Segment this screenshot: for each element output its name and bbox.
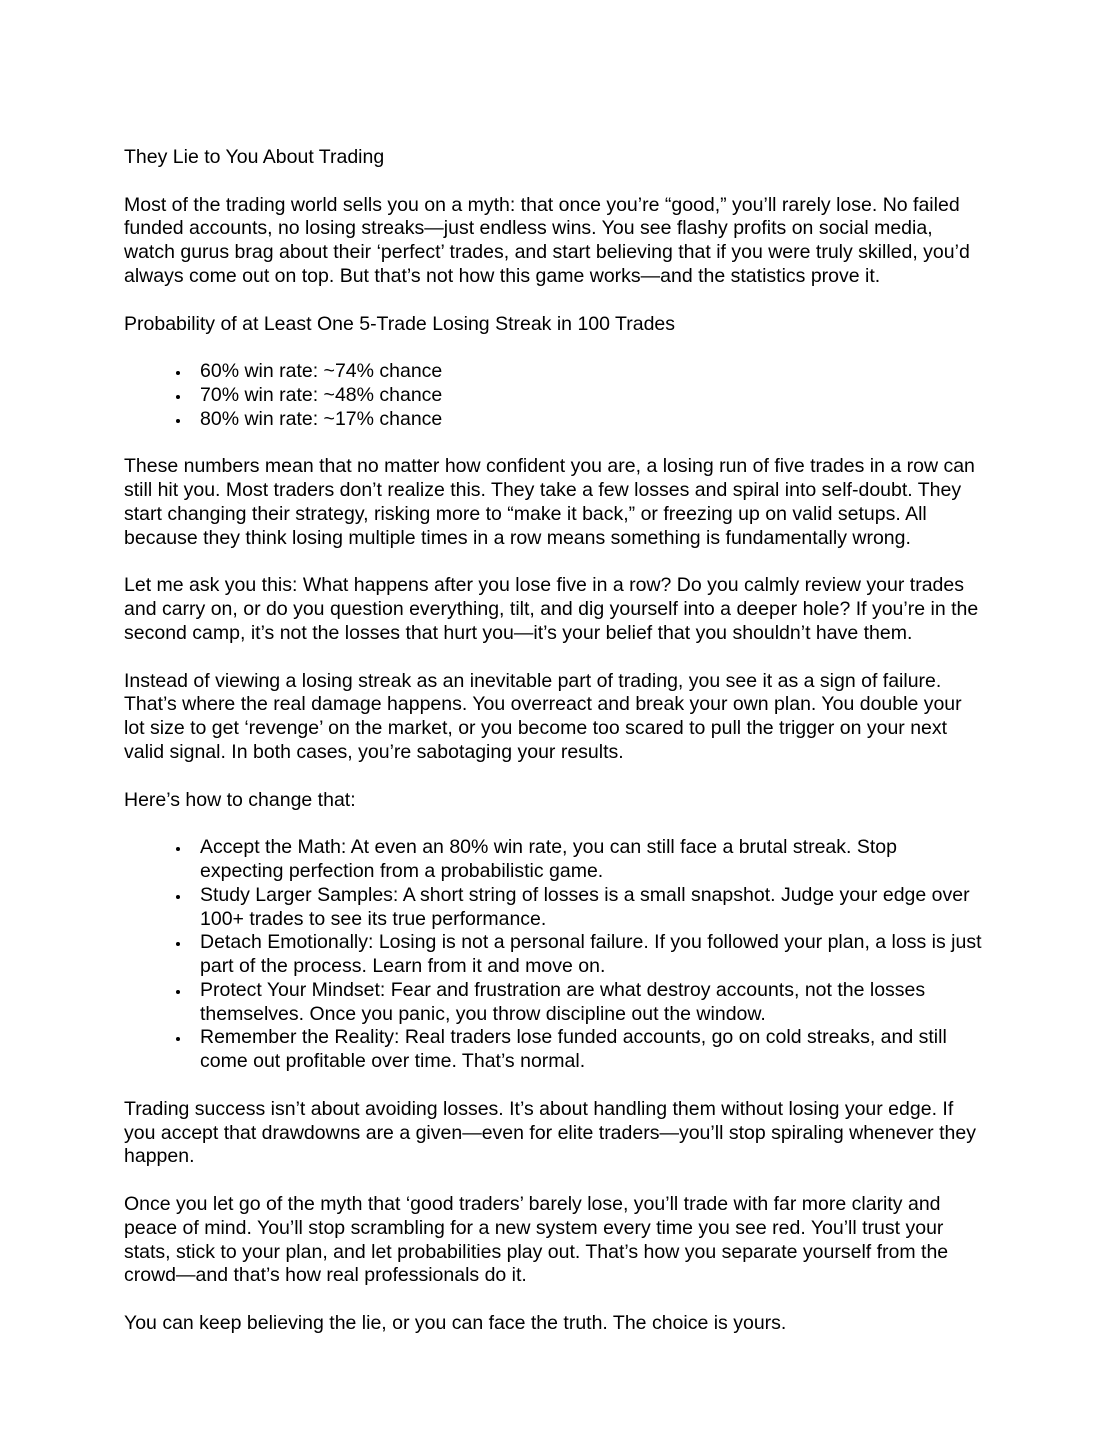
list-item: • Accept the Math: At even an 80% win rate, you can still face a brutal streak. Stop expecting perfection from a probabilistic game. [191,836,985,884]
document-title: They Lie to You About Trading [124,146,385,168]
advice-list [124,836,985,1074]
paragraph-instead-of: Instead of viewing a losing streak as an inevitable part of trading, you see it as a sign of failure. That’s where the real damage happens. You overreact and break your own plan. You double your lot size to get ‘revenge’ on the market, or you become too scared to pull the trigger on your next valid signal. In both cases, you’re sabotaging your results. [124,669,962,763]
list-item: • Remember the Reality: Real traders lose funded accounts, go on cold streaks, and still come out profitable over time. That’s normal. [191,1026,985,1074]
paragraph-choice: You can keep believing the lie, or you can face the truth. The choice is yours. [124,1312,787,1335]
paragraph-ask-you: Let me ask you this: What happens after you lose five in a row? Do you calmly review your trades and carry on, or do you question everything, tilt, and dig yourself into a deeper hole? If you’re in the second camp, it’s not the losses that hurt you—it’s your belief that you shouldn’t have them. [124,574,979,644]
stats-heading: Probability of at Least One 5-Trade Losing Streak in 100 Trades [124,312,676,335]
win-rate-list [124,360,985,431]
advice-intro: Here’s how to change that: [124,788,356,811]
paragraph-success: Trading success isn’t about avoiding losses. It’s about handling them without losing your edge. If you accept that drawdowns are a given—even for elite traders—you’ll stop spiraling whenever they happen. [124,1097,976,1168]
list-item: • 70% win rate: ~48% chance [191,384,985,408]
paragraph-intro: Most of the trading world sells you on a myth: that once you’re “good,” you’ll rarely lose. No failed funded accounts, no losing streaks—just endless wins. You see flashy profits on social media, watch gurus brag about their ‘perfect’ trades, and start believing that if you were truly skilled, you’d always come out on top. But that’s not how this game works—and the statistics prove it. [124,193,970,287]
paragraph-numbers-mean: These numbers mean that no matter how confident you are, a losing run of five trades in a row can still hit you. Most traders don’t realize this. They take a few losses and spiral into self-doubt. They start changing their strategy, risking more to “make it back,” or freezing up on valid setups. All because they think losing multiple times in a row means something is fundamentally wrong. [124,455,975,549]
list-item: • 80% win rate: ~17% chance [191,408,985,432]
paragraph-let-go: Once you let go of the myth that ‘good traders’ barely lose, you’ll trade with far more clarity and peace of mind. You’ll stop scrambling for a new system every time you see red. You’ll trust your stats, stick to your plan, and let probabilities play out. That’s how you separate yourself from the crowd—and that’s how real professionals do it. [124,1193,949,1287]
list-item: • Protect Your Mindset: Fear and frustration are what destroy accounts, not the losses themselves. Once you panic, you throw discipline out the window. [191,979,985,1027]
list-item: • 60% win rate: ~74% chance [191,360,985,384]
list-item: • Detach Emotionally: Losing is not a personal failure. If you followed your plan, a loss is just part of the process. Learn from it and move on. [191,931,985,979]
list-item: • Study Larger Samples: A short string of losses is a small snapshot. Judge your edge over 100+ trades to see its true performance. [191,884,985,932]
